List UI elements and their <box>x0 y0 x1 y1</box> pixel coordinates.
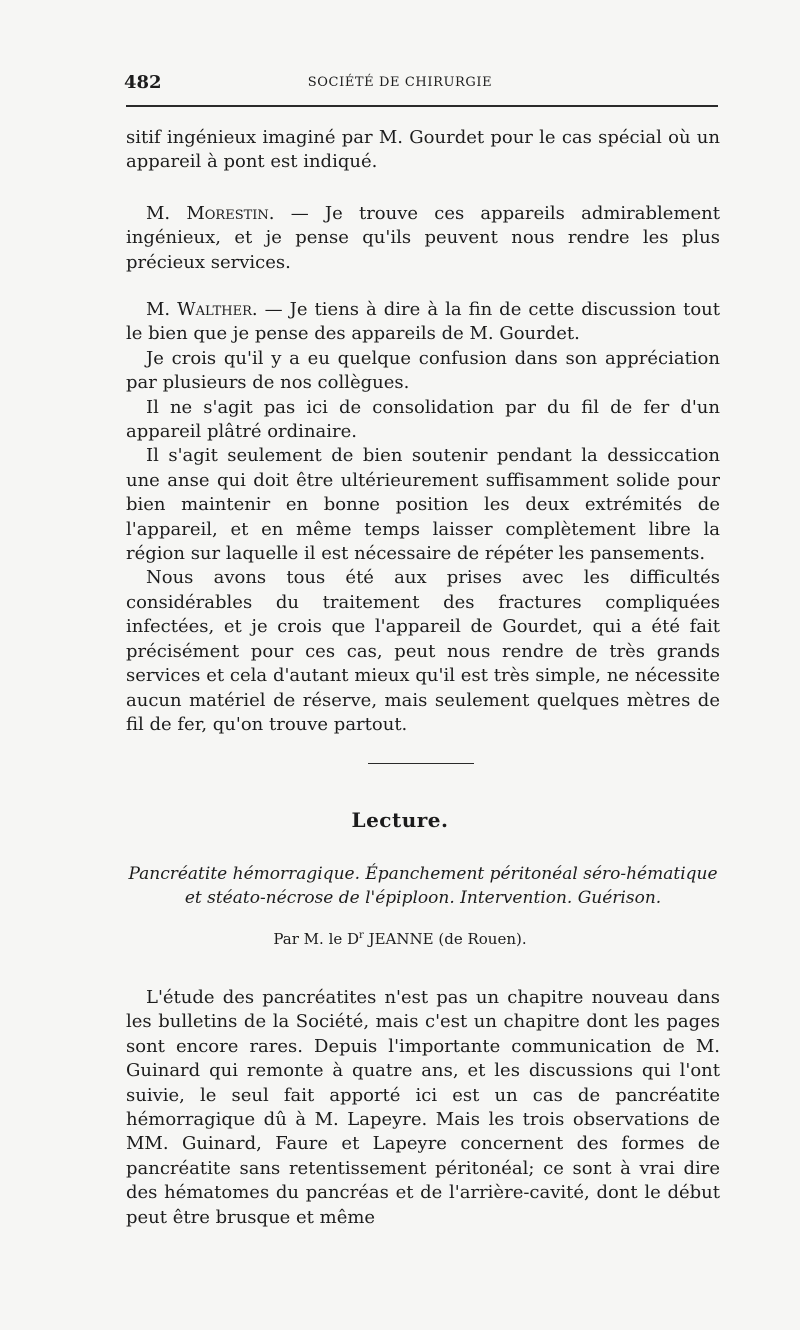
article-title-line: Pancréatite hémorragique. Épanchement péritonéal séro-hématique <box>128 864 718 884</box>
speaker-name: Walther <box>177 299 252 320</box>
article-body <box>126 986 720 1230</box>
byline-sup: r <box>359 930 364 941</box>
byline-author: JEANNE (de Rouen). <box>363 930 527 948</box>
paragraph: Je crois qu'il y a eu quelque confusion dans son appréciation par plusieurs de nos collègues. <box>126 347 720 394</box>
speaker-paragraph-walther <box>126 298 720 347</box>
section-divider <box>368 763 474 764</box>
header-rule <box>126 105 718 107</box>
discussion-column <box>126 202 720 275</box>
speaker-name: Morestin <box>186 203 269 224</box>
paragraph: Nous avons tous été aux prises avec les difficultés considérables du traitement des fractures compliquées infectées, et je crois que l'appareil de Gourdet, qui a été fait précisément pour ces cas, peut nous rendre de très grands services et cela d'autant mieux qu'il est très simple, ne nécessite aucun matériel de réserve, mais seulement quelques mètres de fil de fer, qu'on trouve partout. <box>126 567 720 735</box>
discussion-column <box>126 298 720 737</box>
running-head: SOCIÉTÉ DE CHIRURGIE <box>307 75 493 90</box>
article-title-line: et stéato-nécrose de l'épiploon. Intervention. Guérison. <box>184 888 662 908</box>
speaker-paragraph-morestin <box>126 202 720 275</box>
speaker-prefix: M. <box>146 203 187 224</box>
article-title <box>110 862 736 910</box>
speaker-text: . — Je trouve ces appareils admirablement ingénieux, et je pense qu'ils peuvent nous rendre les plus précieux services. <box>126 203 720 273</box>
byline <box>0 930 800 948</box>
discussion-column <box>126 126 720 175</box>
speaker-prefix: M. <box>146 299 178 320</box>
paragraph: sitif ingénieux imaginé par M. Gourdet pour le cas spécial où un appareil à pont est indiqué. <box>126 127 720 173</box>
paragraph: L'étude des pancréatites n'est pas un chapitre nouveau dans les bulletins de la Société, mais c'est un chapitre dont les pages sont encore rares. Depuis l'importante communication de M. Guinard qui remonte à quatre ans, et les discussions qui l'ont suivie, le seul fait apporté ici est un cas de pancréatite hémorragique dû à M. Lapeyre. Mais les trois observations de MM. Guinard, Faure et Lapeyre concernent des formes de pancréatite sans retentissement péritonéal; ce sont à vrai dire des hématomes du pancréas et de l'arrière-cavité, dont le début peut être brusque et même <box>126 987 720 1228</box>
speaker-text: . — Je tiens à dire à la fin de cette discussion tout le bien que je pense des appareils de M. Gourdet. <box>126 299 720 345</box>
paragraph: Il ne s'agit pas ici de consolidation par du fil de fer d'un appareil plâtré ordinaire. <box>126 396 720 443</box>
byline-text: Par M. le D <box>273 930 360 948</box>
page-number: 482 <box>124 72 162 93</box>
paragraph: Il s'agit seulement de bien soutenir pendant la dessiccation une anse qui doit être ultérieurement suffisamment solide pour bien maintenir en bonne position les deux extrémités de l'appareil, et en même temps laisser complètement libre la région sur laquelle il est nécessaire de répéter les pansements. <box>126 445 720 565</box>
section-title: Lecture. <box>351 808 449 832</box>
